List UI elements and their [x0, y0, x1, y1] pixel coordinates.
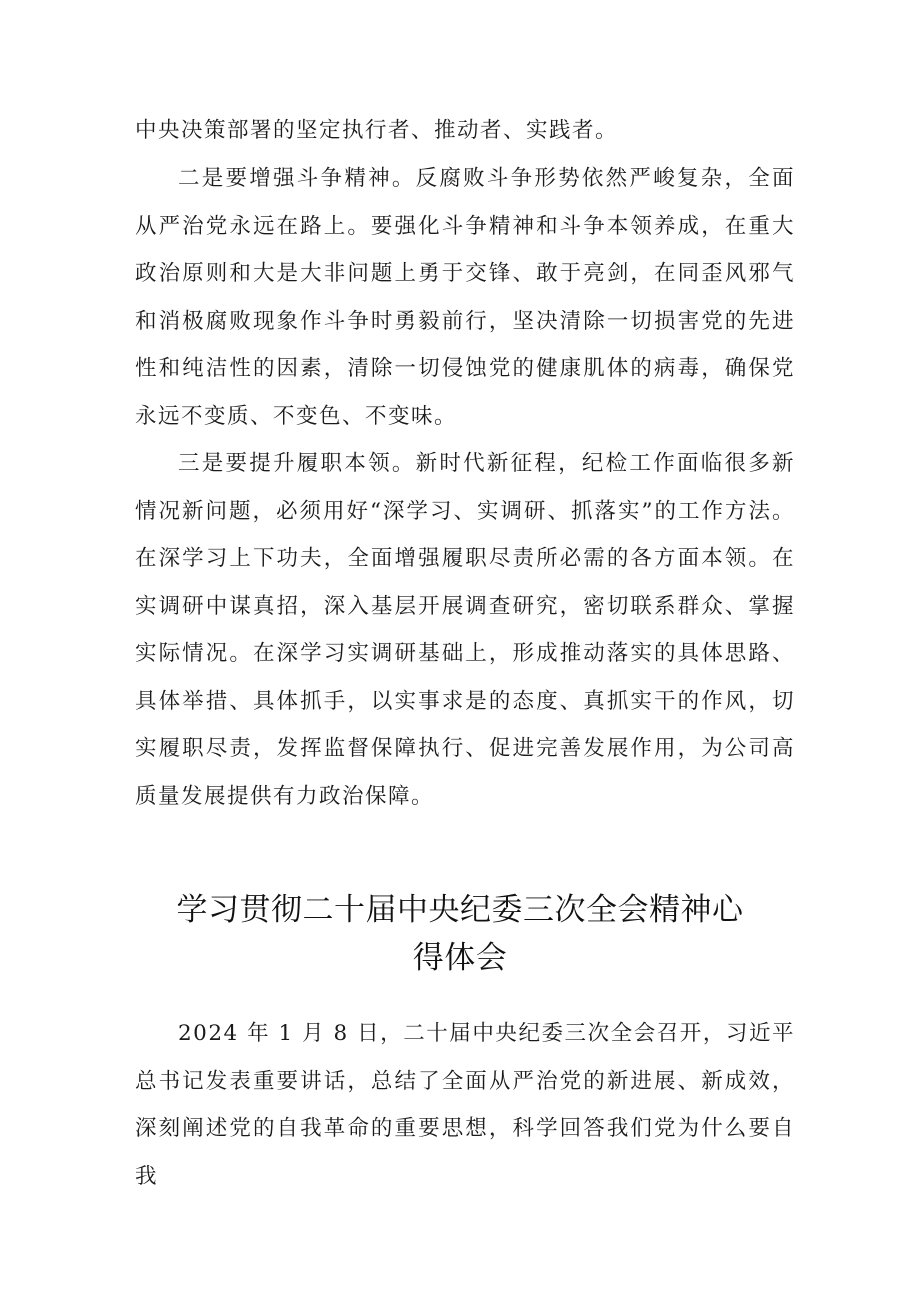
- paragraph-strengthen-struggle: [135, 155, 795, 440]
- paragraph-text: 三是要提升履职本领。新时代新征程，纪检工作面临很多新情况新问题，必须用好“深学习、实调研、抓落实”的工作方法。在深学习上下功夫，全面增强履职尽责所必需的各方面本领。在实调研中谋真招，深入基层开展调查研究，密切联系群众、掌握实际情况。在深学习实调研基础上，形成推动落实的具体思路、具体举措、具体抓手，以实事求是的态度、真抓实干的作风，切实履职尽责，发挥监督保障执行、促进完善发展作用，为公司高质量发展提供有力政治保障。: [135, 451, 795, 809]
- paragraph-improve-ability: [135, 440, 795, 820]
- section-title-line-1: 学习贯彻二十届中央纪委三次全会精神心: [176, 892, 744, 928]
- section-title: [135, 886, 785, 982]
- paragraph-text: 2024 年 1 月 8 日，二十届中央纪委三次全会召开，习近平总书记发表重要讲话，总结了全面从严治党的新进展、新成效，深刻阐述党的自我革命的重要思想，科学回答我们党为什么要自我: [135, 1021, 795, 1189]
- section-title-line-2: 得体会: [412, 940, 508, 976]
- paragraph-intro: [135, 1010, 795, 1200]
- continued-paragraph: [135, 107, 795, 155]
- paragraph-text: 二是要增强斗争精神。反腐败斗争形势依然严峻复杂，全面从严治党永远在路上。要强化斗争精神和斗争本领养成，在重大政治原则和大是大非问题上勇于交锋、敢于亮剑，在同歪风邪气和消极腐败现象作斗争时勇毅前行，坚决清除一切损害党的先进性和纯洁性的因素，清除一切侵蚀党的健康肌体的病毒，确保党永远不变质、不变色、不变味。: [135, 166, 795, 429]
- paragraph-text: 中央决策部署的坚定执行者、推动者、实践者。: [135, 118, 619, 143]
